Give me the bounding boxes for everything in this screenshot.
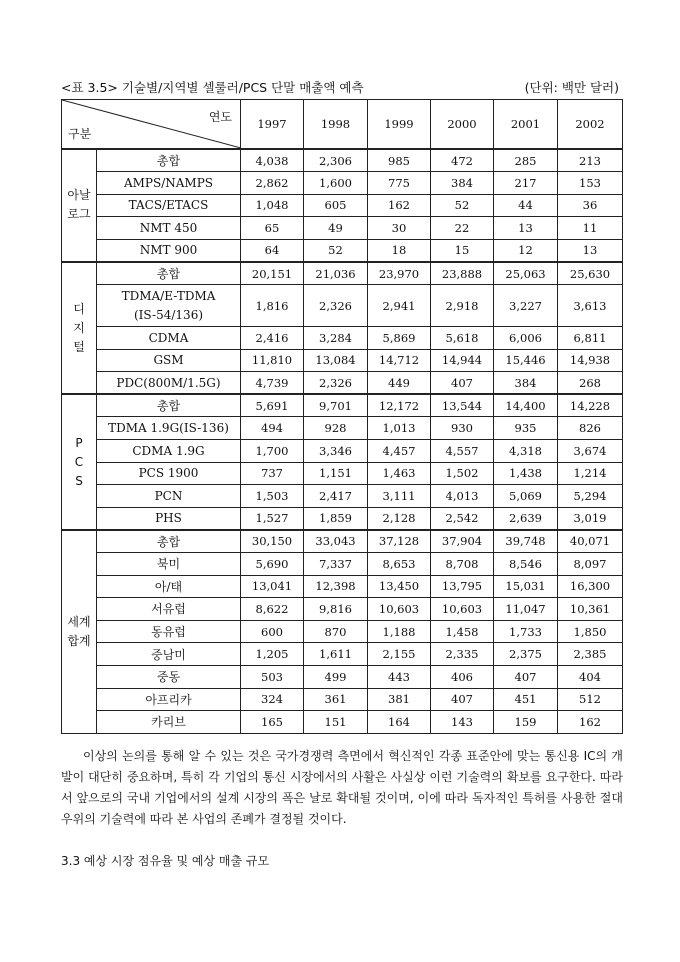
value-cell: 13: [494, 217, 558, 240]
value-cell: 2,417: [304, 485, 368, 508]
value-cell: 5,691: [241, 394, 304, 417]
table-row: [62, 462, 623, 485]
value-cell: 153: [558, 172, 623, 195]
row-label-cell: 서유럽: [97, 598, 241, 621]
value-cell: 13: [558, 239, 623, 262]
table-row: [62, 194, 623, 217]
row-label-cell: PCS 1900: [97, 462, 241, 485]
value-cell: 2,918: [431, 285, 494, 327]
value-cell: 37,904: [431, 530, 494, 553]
value-cell: 499: [304, 665, 368, 688]
value-cell: 407: [431, 372, 494, 395]
value-cell: 1,600: [304, 172, 368, 195]
value-cell: 1,859: [304, 507, 368, 530]
group-name-cell: 아날 로그: [62, 149, 97, 262]
value-cell: 1,188: [368, 620, 431, 643]
year-header: 2001: [494, 100, 558, 150]
value-cell: 20,151: [241, 262, 304, 285]
value-cell: 151: [304, 711, 368, 734]
value-cell: 2,155: [368, 643, 431, 666]
value-cell: 443: [368, 665, 431, 688]
value-cell: 11,810: [241, 349, 304, 372]
value-cell: 407: [494, 665, 558, 688]
value-cell: 1,463: [368, 462, 431, 485]
value-cell: 5,294: [558, 485, 623, 508]
value-cell: 15,446: [494, 349, 558, 372]
value-cell: 1,527: [241, 507, 304, 530]
value-cell: 1,850: [558, 620, 623, 643]
value-cell: 324: [241, 688, 304, 711]
value-cell: 40,071: [558, 530, 623, 553]
year-header: 2002: [558, 100, 623, 150]
value-cell: 472: [431, 149, 494, 172]
value-cell: 3,346: [304, 440, 368, 463]
table-row: [62, 327, 623, 350]
value-cell: 12: [494, 239, 558, 262]
value-cell: 5,618: [431, 327, 494, 350]
value-cell: 16,300: [558, 575, 623, 598]
value-cell: 4,557: [431, 440, 494, 463]
table-row: [62, 575, 623, 598]
table-row: [62, 711, 623, 734]
table-row: [62, 372, 623, 395]
value-cell: 1,816: [241, 285, 304, 327]
value-cell: 8,622: [241, 598, 304, 621]
value-cell: 23,970: [368, 262, 431, 285]
value-cell: 2,639: [494, 507, 558, 530]
value-cell: 1,205: [241, 643, 304, 666]
value-cell: 143: [431, 711, 494, 734]
value-cell: 8,653: [368, 553, 431, 576]
table-row: [62, 553, 623, 576]
value-cell: 407: [431, 688, 494, 711]
value-cell: 449: [368, 372, 431, 395]
value-cell: 1,013: [368, 417, 431, 440]
value-cell: 213: [558, 149, 623, 172]
group-name-cell: P C S: [62, 394, 97, 530]
value-cell: 36: [558, 194, 623, 217]
row-label-cell: NMT 900: [97, 239, 241, 262]
group-name-cell: 세계 합계: [62, 530, 97, 733]
value-cell: 65: [241, 217, 304, 240]
value-cell: 11: [558, 217, 623, 240]
table-row: [62, 149, 623, 172]
value-cell: 928: [304, 417, 368, 440]
value-cell: 37,128: [368, 530, 431, 553]
row-label-cell: NMT 450: [97, 217, 241, 240]
value-cell: 285: [494, 149, 558, 172]
value-cell: 985: [368, 149, 431, 172]
body-paragraph: 이상의 논의를 통해 알 수 있는 것은 국가경쟁력 측면에서 혁신적인 각종 표준안에 맞는 통신용 IC의 개발이 대단히 중요하며, 특히 각 기업의 통신 시장에서의 사활은 사실상 이런 기술력의 확보를 요구한다. 따라서 앞으로의 국내 기업에서의 설계 시장의 폭은 날로 확대될 것이며, 이에 따라 독자적인 특허를 사용한 절대 우위의 기술력에 따라 본 사업의 존폐가 결정될 것이다.: [61, 749, 623, 826]
value-cell: 18: [368, 239, 431, 262]
year-header: 1997: [241, 100, 304, 150]
value-cell: 25,063: [494, 262, 558, 285]
row-label-cell: TACS/ETACS: [97, 194, 241, 217]
row-label-cell: 총합: [97, 149, 241, 172]
row-label-cell: 동유럽: [97, 620, 241, 643]
value-cell: 5,869: [368, 327, 431, 350]
row-label-cell: 아/태: [97, 575, 241, 598]
group-name-cell: 디 지 털: [62, 262, 97, 394]
value-cell: 935: [494, 417, 558, 440]
row-label-cell: GSM: [97, 349, 241, 372]
value-cell: 503: [241, 665, 304, 688]
value-cell: 451: [494, 688, 558, 711]
value-cell: 165: [241, 711, 304, 734]
value-cell: 8,708: [431, 553, 494, 576]
value-cell: 30,150: [241, 530, 304, 553]
year-header: 2000: [431, 100, 494, 150]
value-cell: 1,048: [241, 194, 304, 217]
row-label-cell: 카리브: [97, 711, 241, 734]
value-cell: 775: [368, 172, 431, 195]
value-cell: 2,385: [558, 643, 623, 666]
value-cell: 384: [431, 172, 494, 195]
value-cell: 10,361: [558, 598, 623, 621]
value-cell: 49: [304, 217, 368, 240]
table-row: [62, 620, 623, 643]
value-cell: 381: [368, 688, 431, 711]
table-body: [62, 100, 623, 734]
value-cell: 4,013: [431, 485, 494, 508]
year-header: 1999: [368, 100, 431, 150]
value-cell: 22: [431, 217, 494, 240]
value-cell: 494: [241, 417, 304, 440]
table-row: [62, 440, 623, 463]
value-cell: 164: [368, 711, 431, 734]
value-cell: 4,038: [241, 149, 304, 172]
row-label-cell: 총합: [97, 262, 241, 285]
value-cell: 14,400: [494, 394, 558, 417]
value-cell: 3,674: [558, 440, 623, 463]
value-cell: 25,630: [558, 262, 623, 285]
value-cell: 2,128: [368, 507, 431, 530]
value-cell: 13,041: [241, 575, 304, 598]
table-row: [62, 172, 623, 195]
value-cell: 2,941: [368, 285, 431, 327]
row-label-cell: 총합: [97, 530, 241, 553]
table-row: [62, 394, 623, 417]
value-cell: 44: [494, 194, 558, 217]
row-label-cell: CDMA 1.9G: [97, 440, 241, 463]
value-cell: 5,690: [241, 553, 304, 576]
table-row: [62, 349, 623, 372]
value-cell: 12,398: [304, 575, 368, 598]
table-row: [62, 285, 623, 327]
value-cell: 64: [241, 239, 304, 262]
value-cell: 1,214: [558, 462, 623, 485]
value-cell: 6,006: [494, 327, 558, 350]
group-label: 구분: [68, 127, 92, 141]
value-cell: 2,306: [304, 149, 368, 172]
value-cell: 4,739: [241, 372, 304, 395]
value-cell: 1,151: [304, 462, 368, 485]
value-cell: 3,019: [558, 507, 623, 530]
value-cell: 7,337: [304, 553, 368, 576]
row-label-cell: CDMA: [97, 327, 241, 350]
year-header: 1998: [304, 100, 368, 150]
value-cell: 404: [558, 665, 623, 688]
value-cell: 23,888: [431, 262, 494, 285]
value-cell: 9,816: [304, 598, 368, 621]
sales-forecast-table: [61, 99, 623, 734]
value-cell: 4,457: [368, 440, 431, 463]
table-row: [62, 217, 623, 240]
value-cell: 870: [304, 620, 368, 643]
value-cell: 8,097: [558, 553, 623, 576]
value-cell: 737: [241, 462, 304, 485]
value-cell: 2,326: [304, 372, 368, 395]
value-cell: 13,795: [431, 575, 494, 598]
value-cell: 162: [558, 711, 623, 734]
row-label-cell: PCN: [97, 485, 241, 508]
value-cell: 14,938: [558, 349, 623, 372]
value-cell: 52: [431, 194, 494, 217]
value-cell: 12,172: [368, 394, 431, 417]
value-cell: 600: [241, 620, 304, 643]
row-label-cell: PHS: [97, 507, 241, 530]
value-cell: 1,700: [241, 440, 304, 463]
value-cell: 3,613: [558, 285, 623, 327]
row-label-cell: 중동: [97, 665, 241, 688]
table-row: [62, 598, 623, 621]
value-cell: 11,047: [494, 598, 558, 621]
value-cell: 30: [368, 217, 431, 240]
row-label-cell: PDC(800M/1.5G): [97, 372, 241, 395]
value-cell: 3,111: [368, 485, 431, 508]
value-cell: 2,862: [241, 172, 304, 195]
value-cell: 14,228: [558, 394, 623, 417]
value-cell: 162: [368, 194, 431, 217]
value-cell: 217: [494, 172, 558, 195]
value-cell: 13,084: [304, 349, 368, 372]
table-row: [62, 262, 623, 285]
table-row: [62, 417, 623, 440]
header-row: [62, 100, 623, 150]
table-row: [62, 688, 623, 711]
value-cell: 8,546: [494, 553, 558, 576]
value-cell: 5,069: [494, 485, 558, 508]
value-cell: 512: [558, 688, 623, 711]
value-cell: 14,944: [431, 349, 494, 372]
section-heading: 3.3 예상 시장 점유율 및 예상 매출 규모: [61, 854, 270, 868]
value-cell: 6,811: [558, 327, 623, 350]
row-label-cell: 총합: [97, 394, 241, 417]
value-cell: 384: [494, 372, 558, 395]
value-cell: 2,335: [431, 643, 494, 666]
value-cell: 14,712: [368, 349, 431, 372]
value-cell: 33,043: [304, 530, 368, 553]
value-cell: 826: [558, 417, 623, 440]
row-label-cell: 중남미: [97, 643, 241, 666]
table-row: [62, 485, 623, 508]
value-cell: 2,542: [431, 507, 494, 530]
row-label-cell: TDMA/E-TDMA (IS-54/136): [97, 285, 241, 327]
value-cell: 1,502: [431, 462, 494, 485]
row-label-cell: 북미: [97, 553, 241, 576]
table-row: [62, 507, 623, 530]
value-cell: 3,227: [494, 285, 558, 327]
year-label: 연도: [208, 110, 232, 124]
row-label-cell: 아프리카: [97, 688, 241, 711]
table-caption: [61, 78, 621, 96]
value-cell: 10,603: [431, 598, 494, 621]
value-cell: 39,748: [494, 530, 558, 553]
value-cell: 361: [304, 688, 368, 711]
value-cell: 15: [431, 239, 494, 262]
header-diagonal-cell: [62, 100, 241, 150]
table-row: [62, 665, 623, 688]
value-cell: 1,611: [304, 643, 368, 666]
caption-title: <표 3.5> 기술별/지역별 셀룰러/PCS 단말 매출액 예측: [61, 80, 364, 95]
value-cell: 1,503: [241, 485, 304, 508]
table-row: [62, 239, 623, 262]
table-row: [62, 530, 623, 553]
value-cell: 1,733: [494, 620, 558, 643]
value-cell: 13,450: [368, 575, 431, 598]
value-cell: 9,701: [304, 394, 368, 417]
value-cell: 3,284: [304, 327, 368, 350]
value-cell: 2,326: [304, 285, 368, 327]
value-cell: 2,375: [494, 643, 558, 666]
value-cell: 15,031: [494, 575, 558, 598]
value-cell: 21,036: [304, 262, 368, 285]
value-cell: 4,318: [494, 440, 558, 463]
row-label-cell: TDMA 1.9G(IS-136): [97, 417, 241, 440]
value-cell: 2,416: [241, 327, 304, 350]
value-cell: 930: [431, 417, 494, 440]
value-cell: 1,458: [431, 620, 494, 643]
value-cell: 13,544: [431, 394, 494, 417]
value-cell: 406: [431, 665, 494, 688]
value-cell: 52: [304, 239, 368, 262]
value-cell: 1,438: [494, 462, 558, 485]
value-cell: 159: [494, 711, 558, 734]
value-cell: 10,603: [368, 598, 431, 621]
caption-unit: (단위: 백만 달러): [524, 80, 619, 95]
value-cell: 605: [304, 194, 368, 217]
row-label-cell: AMPS/NAMPS: [97, 172, 241, 195]
value-cell: 268: [558, 372, 623, 395]
table-row: [62, 643, 623, 666]
